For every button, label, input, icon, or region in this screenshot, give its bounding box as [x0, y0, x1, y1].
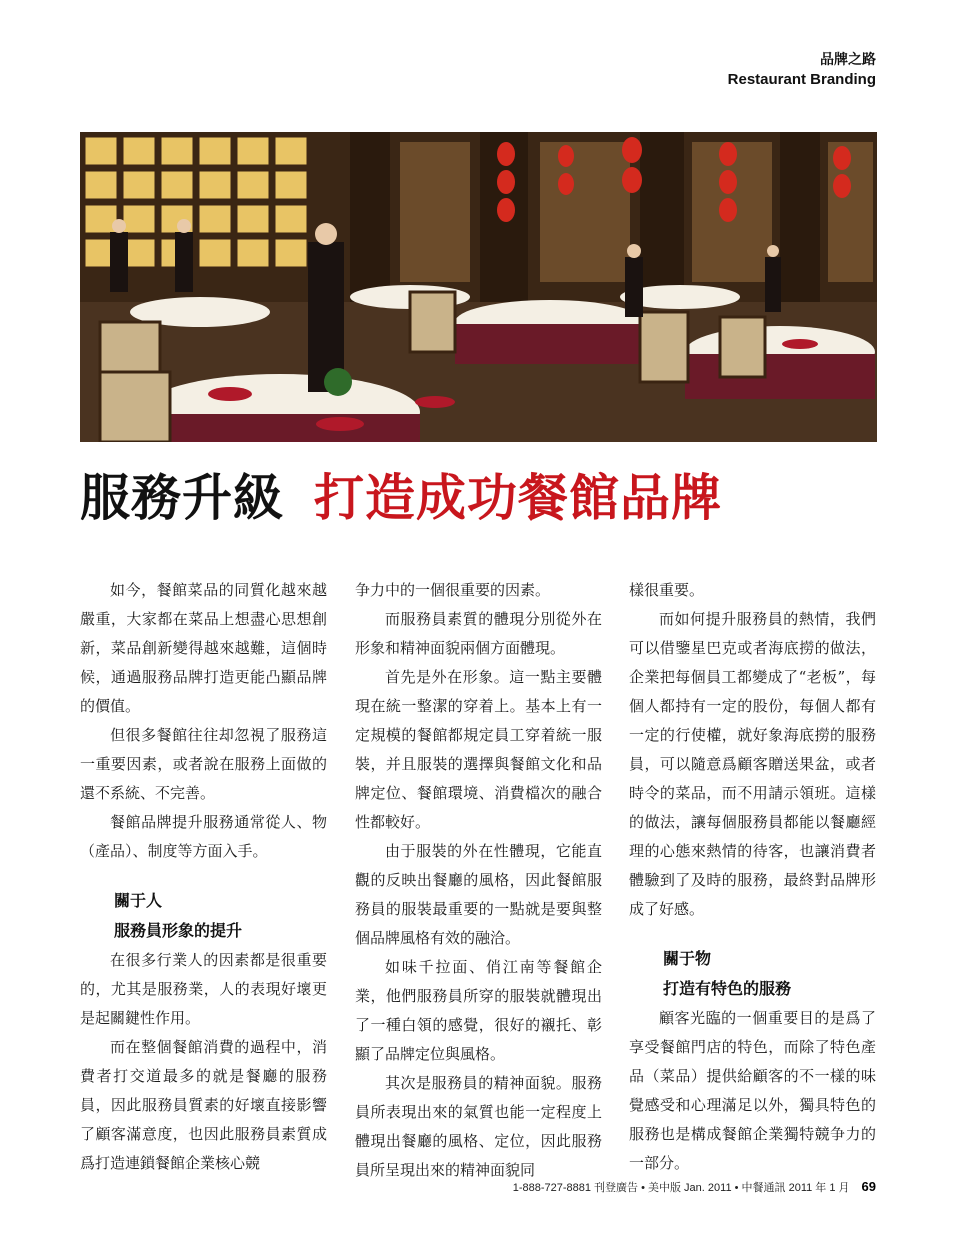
paragraph: 如味千拉面、俏江南等餐館企業，他們服務員所穿的服裝就體現出了一種白領的感覺，很好的襯托、彰顯了品牌定位與風格。 — [355, 958, 602, 1063]
subheading: 關于人 — [114, 891, 163, 910]
section-title-cn: 品牌之路 — [820, 52, 876, 68]
paragraph: 但很多餐館往往却忽視了服務這一重要因素，或者說在服務上面做的還不系統、不完善。 — [80, 726, 327, 802]
paragraph: 而服務員素質的體現分別從外在形象和精神面貌兩個方面體現。 — [355, 610, 602, 657]
paragraph: 而如何提升服務員的熱情，我們可以借鑒星巴克或者海底撈的做法，企業把每個員工都變成了“老板”，每個人都持有一定的股份，每個人都有一定的行使權，就好象海底撈的服務員，可以隨意爲顧客贈送果盆，或者時令的菜品，而不用請示領班。這樣的做法，讓每個服務員都能以餐廳經理的心態來熱情的待客，也讓消費者體驗到了及時的服務，最終對品牌形成了好感。 — [629, 610, 876, 918]
section-title-en: Restaurant Branding — [727, 71, 876, 88]
paragraph: 由于服裝的外在性體現，它能直觀的反映出餐廳的風格，因此餐館服務員的服裝最重要的一點就是要與整個品牌風格有效的融洽。 — [355, 842, 602, 947]
subheading: 關于物 — [663, 949, 712, 968]
paragraph: 争力中的一個很重要的因素。 — [355, 581, 551, 599]
article-column-2 — [355, 576, 602, 1185]
paragraph: 其次是服務員的精神面貌。服務員所表現出來的氣質也能一定程度上體現出餐廳的風格、定位，因此服務員所呈現出來的精神面貌同 — [355, 1074, 602, 1179]
paragraph: 首先是外在形象。這一點主要體現在統一整潔的穿着上。基本上有一定規模的餐館都規定員工穿着統一服裝，并且服裝的選擇與餐館文化和品牌定位、餐館環境、消費檔次的融合性都較好。 — [355, 668, 602, 831]
page-footer — [0, 1179, 876, 1195]
paragraph: 而在整個餐館消費的過程中，消費者打交道最多的就是餐廳的服務員，因此服務員質素的好壞直接影響了顧客滿意度，也因此服務員素質成爲打造連鎖餐館企業核心競 — [80, 1038, 327, 1172]
paragraph: 如今，餐館菜品的同質化越來越嚴重，大家都在菜品上想盡心思想創新，菜品創新變得越來越難，這個時候，通過服務品牌打造更能凸顯品牌的價值。 — [80, 581, 327, 715]
article-headline — [80, 468, 722, 528]
subheading: 打造有特色的服務 — [663, 979, 792, 998]
article-column-1 — [80, 576, 327, 1178]
subheading: 服務員形象的提升 — [114, 921, 243, 940]
paragraph: 顧客光臨的一個重要目的是爲了享受餐館門店的特色，而除了特色產品（菜品）提供給顧客的不一樣的味覺感受和心理滿足以外，獨具特色的服務也是構成餐館企業獨特競争力的一部分。 — [629, 1009, 876, 1172]
paragraph: 在很多行業人的因素都是很重要的，尤其是服務業，人的表現好壞更是起關鍵性作用。 — [80, 951, 327, 1027]
article-column-3 — [629, 576, 876, 1178]
paragraph: 餐館品牌提升服務通常從人、物（產品）、制度等方面入手。 — [80, 813, 327, 860]
spacer — [629, 924, 876, 944]
paragraph: 樣很重要。 — [629, 581, 705, 599]
restaurant-photo-illustration — [80, 132, 877, 442]
restaurant-photo — [80, 132, 877, 442]
section-header — [728, 50, 876, 90]
spacer — [80, 866, 327, 886]
headline-part1: 服務升級 — [80, 468, 284, 527]
footer-text: 1-888-727-8881 刊登廣告 • 美中版 Jan. 2011 • 中餐通訊 2011 年 1 月 — [512, 1182, 850, 1194]
page-number: 69 — [861, 1179, 876, 1194]
headline-part2: 打造成功餐館品牌 — [314, 468, 722, 527]
